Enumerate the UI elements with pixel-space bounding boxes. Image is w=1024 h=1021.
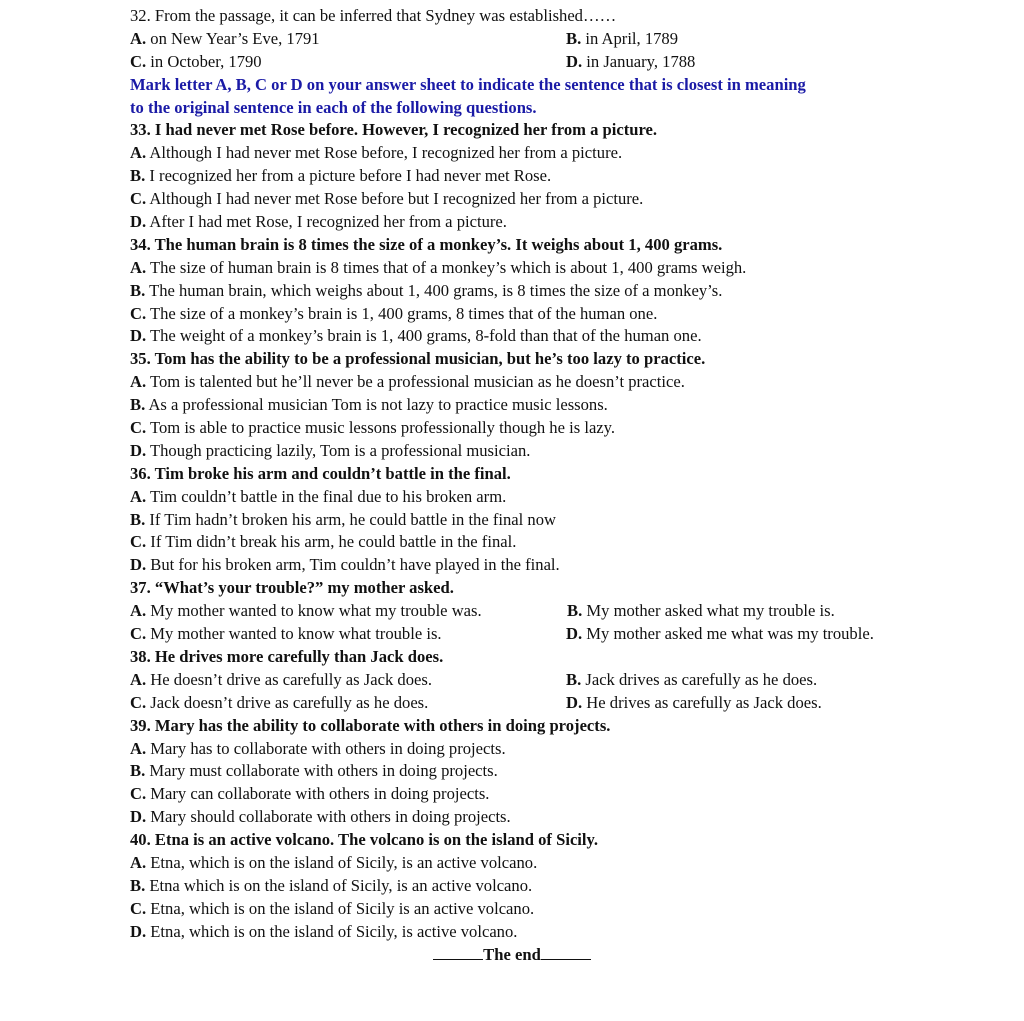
option-letter: C. — [130, 303, 147, 323]
question-40-option-a — [130, 852, 990, 875]
question-39-option-c — [130, 783, 990, 806]
section-instruction-line-2: to the original sentence in each of the following questions. — [130, 97, 537, 117]
option-letter: C. — [130, 692, 147, 712]
question-32-option-d: in January, 1788 — [582, 51, 696, 71]
option-letter: B. — [567, 601, 583, 621]
option-letter: D. — [566, 51, 583, 71]
option-letter: C. — [130, 51, 147, 71]
question-33-option-a — [130, 142, 990, 165]
option-letter: C. — [130, 418, 147, 438]
question-35-option-d — [130, 440, 990, 463]
question-38-options-row-1 — [130, 669, 990, 692]
option-text: Although I had never met Rose before but I recognized her from a picture. — [146, 189, 644, 209]
option-letter: D. — [130, 212, 147, 232]
option-letter: B. — [130, 509, 146, 529]
question-40-option-d — [130, 921, 990, 944]
option-letter: A. — [130, 601, 147, 621]
question-39-stem: 39. Mary has the ability to collaborate with others in doing projects. — [130, 715, 611, 735]
option-text: Mary has to collaborate with others in doing projects. — [146, 738, 506, 758]
option-letter: B. — [566, 28, 582, 48]
option-text: Etna, which is on the island of Sicily, is active volcano. — [146, 921, 518, 941]
question-34-option-c — [130, 303, 990, 326]
option-letter: A. — [130, 738, 147, 758]
question-37-option-c: My mother wanted to know what trouble is. — [146, 624, 442, 644]
question-38-option-d: He drives as carefully as Jack does. — [582, 692, 822, 712]
document-content — [130, 5, 990, 944]
option-text: If Tim hadn’t broken his arm, he could battle in the final now — [145, 509, 557, 529]
question-40-option-c — [130, 898, 990, 921]
option-letter: A. — [130, 143, 147, 163]
question-37-stem: 37. “What’s your trouble?” my mother asked. — [130, 578, 454, 598]
question-38-option-a: He doesn’t drive as carefully as Jack does. — [146, 669, 432, 689]
option-text: I recognized her from a picture before I had never met Rose. — [145, 166, 552, 186]
option-letter: A. — [130, 257, 147, 277]
option-letter: C. — [130, 624, 147, 644]
question-37-options-row-2 — [130, 623, 990, 646]
question-36-option-c — [130, 531, 990, 554]
question-38-option-c: Jack doesn’t drive as carefully as he does. — [146, 692, 429, 712]
question-39-option-b — [130, 760, 990, 783]
question-32-options-row-1 — [130, 28, 990, 51]
option-letter: B. — [130, 875, 146, 895]
underline-rule — [433, 945, 483, 960]
question-40-stem: 40. Etna is an active volcano. The volcano is on the island of Sicily. — [130, 830, 599, 850]
option-text: The size of a monkey’s brain is 1, 400 grams, 8 times that of the human one. — [146, 303, 658, 323]
question-33-option-b — [130, 165, 990, 188]
option-letter: C. — [130, 532, 147, 552]
question-39-option-a — [130, 738, 990, 761]
option-letter: A. — [130, 486, 147, 506]
option-text: Although I had never met Rose before, I recognized her from a picture. — [146, 143, 623, 163]
question-34-stem: 34. The human brain is 8 times the size of a monkey’s. It weighs about 1, 400 grams. — [130, 234, 723, 254]
question-32-option-c: in October, 1790 — [146, 51, 262, 71]
option-letter: C. — [130, 784, 147, 804]
question-35-stem: 35. Tom has the ability to be a professional musician, but he’s too lazy to practice. — [130, 349, 706, 369]
option-text: Tom is talented but he’ll never be a professional musician as he doesn’t practice. — [146, 372, 685, 392]
option-text: Mary can collaborate with others in doing projects. — [146, 784, 490, 804]
underline-rule — [541, 945, 591, 960]
question-35-option-a — [130, 371, 990, 394]
option-letter: D. — [130, 326, 147, 346]
question-36-option-a — [130, 486, 990, 509]
question-38-stem: 38. He drives more carefully than Jack does. — [130, 646, 444, 666]
option-letter: A. — [130, 669, 147, 689]
question-33-option-c — [130, 188, 990, 211]
option-text: As a professional musician Tom is not lazy to practice music lessons. — [145, 395, 608, 415]
option-letter: B. — [130, 395, 146, 415]
question-40-option-b — [130, 875, 990, 898]
option-text: Tom is able to practice music lessons professionally though he is lazy. — [146, 418, 616, 438]
option-letter: B. — [130, 280, 146, 300]
option-text: Mary must collaborate with others in doing projects. — [145, 761, 498, 781]
question-32-option-b: in April, 1789 — [581, 28, 679, 48]
option-letter: B. — [130, 166, 146, 186]
option-letter: C. — [130, 189, 147, 209]
option-text: The weight of a monkey’s brain is 1, 400 grams, 8-fold than that of the human one. — [146, 326, 702, 346]
option-text: The size of human brain is 8 times that of a monkey’s which is about 1, 400 grams weigh. — [146, 257, 747, 277]
option-letter: A. — [130, 372, 147, 392]
question-35-option-c — [130, 417, 990, 440]
question-37-option-b: My mother asked what my trouble is. — [582, 601, 835, 621]
option-text: Etna which is on the island of Sicily, is an active volcano. — [145, 875, 533, 895]
question-38-options-row-2 — [130, 692, 990, 715]
question-36-option-d — [130, 554, 990, 577]
option-letter: D. — [130, 440, 147, 460]
option-text: But for his broken arm, Tim couldn’t have played in the final. — [146, 555, 560, 575]
option-letter: C. — [130, 898, 147, 918]
question-34-option-b — [130, 280, 990, 303]
option-text: Etna, which is on the island of Sicily, is an active volcano. — [146, 852, 538, 872]
the-end-footer — [0, 943, 1024, 967]
question-33-option-d — [130, 211, 990, 234]
question-34-option-a — [130, 257, 990, 280]
option-text: After I had met Rose, I recognized her from a picture. — [146, 212, 507, 232]
question-32-options-row-2 — [130, 51, 990, 74]
option-letter: B. — [130, 761, 146, 781]
option-letter: D. — [130, 921, 147, 941]
option-letter: A. — [130, 28, 147, 48]
question-37-option-a: My mother wanted to know what my trouble was. — [146, 601, 482, 621]
option-text: Etna, which is on the island of Sicily is an active volcano. — [146, 898, 535, 918]
option-text: Tim couldn’t battle in the final due to his broken arm. — [146, 486, 507, 506]
question-34-option-d — [130, 325, 990, 348]
question-36-stem: 36. Tim broke his arm and couldn’t battle in the final. — [130, 463, 511, 483]
option-text: Mary should collaborate with others in doing projects. — [146, 807, 511, 827]
question-32-option-a: on New Year’s Eve, 1791 — [146, 28, 320, 48]
question-37-options-row-1 — [130, 600, 990, 623]
option-letter: A. — [130, 852, 147, 872]
question-33-stem: 33. I had never met Rose before. However, I recognized her from a picture. — [130, 120, 658, 140]
section-instruction-line-1: Mark letter A, B, C or D on your answer sheet to indicate the sentence that is closest in meaning — [130, 74, 806, 94]
option-letter: D. — [566, 692, 583, 712]
option-letter: D. — [566, 624, 583, 644]
option-text: Though practicing lazily, Tom is a professional musician. — [146, 440, 531, 460]
question-39-option-d — [130, 806, 990, 829]
question-32-stem: 32. From the passage, it can be inferred that Sydney was established…… — [130, 6, 617, 25]
option-text: The human brain, which weighs about 1, 400 grams, is 8 times the size of a monkey’s. — [145, 280, 723, 300]
the-end-text: The end — [483, 945, 541, 964]
question-38-option-b: Jack drives as carefully as he does. — [581, 669, 818, 689]
option-letter: B. — [566, 669, 582, 689]
question-36-option-b — [130, 509, 990, 532]
option-letter: D. — [130, 555, 147, 575]
question-37-option-d: My mother asked me what was my trouble. — [582, 624, 874, 644]
option-text: If Tim didn’t break his arm, he could battle in the final. — [146, 532, 517, 552]
option-letter: D. — [130, 807, 147, 827]
question-35-option-b — [130, 394, 990, 417]
